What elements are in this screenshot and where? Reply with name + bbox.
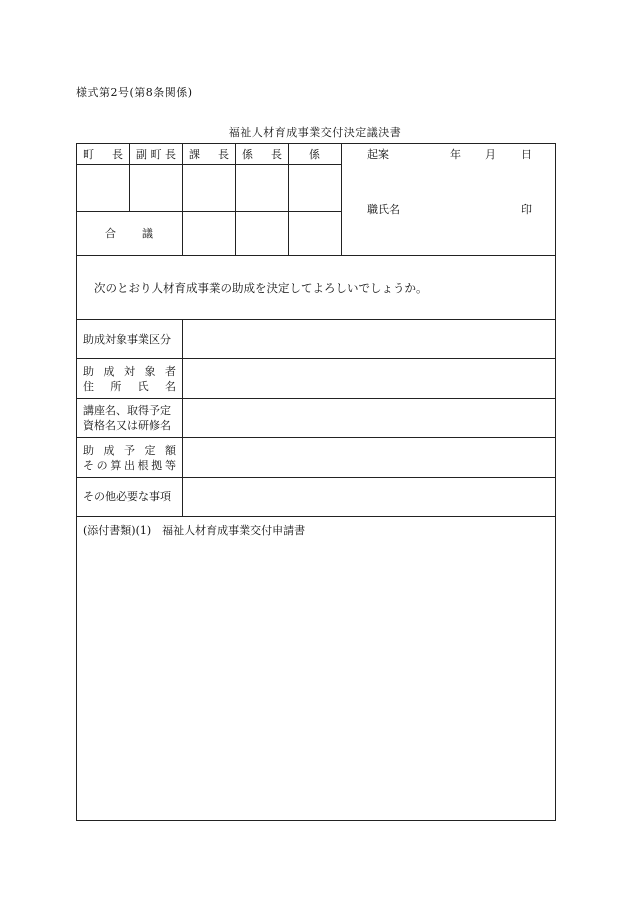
column-divider	[129, 144, 130, 211]
header-subsection-chief: 係 長	[242, 148, 282, 161]
seal-row-divider	[77, 211, 341, 212]
header-row-divider	[77, 164, 341, 165]
category-label: 助成対象事業区分	[83, 333, 171, 346]
approval-statement: 次のとおり人材育成事業の助成を決定してよろしいでしょうか。	[94, 281, 428, 295]
year-label: 年	[450, 148, 461, 161]
consultation-label: 合 議	[105, 227, 153, 240]
amount-label-line1: 助 成 予 定 額	[83, 444, 176, 457]
approval-section-bottom-line	[77, 255, 555, 256]
recipient-label-line2: 住 所 氏 名	[83, 380, 176, 393]
column-divider	[182, 144, 183, 255]
header-deputy-mayor: 副 町 長	[136, 148, 176, 161]
statement-bottom-line	[77, 319, 555, 320]
column-divider	[235, 144, 236, 255]
amount-label-line2: そ の 算 出 根 拠 等	[83, 459, 176, 472]
row-divider	[77, 477, 555, 478]
course-label-line1: 講座名、取得予定	[83, 404, 171, 417]
course-label-line2: 資格名又は研修名	[83, 419, 171, 432]
header-section-chief: 課 長	[189, 148, 229, 161]
day-label: 日	[521, 148, 532, 161]
form-number: 様式第2号(第8条関係)	[76, 86, 193, 99]
row-divider	[77, 358, 555, 359]
header-town-mayor: 町 長	[83, 148, 123, 161]
recipient-label-line1: 助 成 対 象 者	[83, 365, 176, 378]
column-divider	[341, 144, 342, 255]
seal-label: 印	[521, 203, 532, 216]
row-divider	[77, 516, 555, 517]
position-name-label: 職氏名	[367, 203, 400, 216]
row-divider	[77, 398, 555, 399]
month-label: 月	[485, 148, 496, 161]
attachments-text: (添付書類)(1) 福祉人材育成事業交付申請書	[83, 524, 306, 537]
other-items-label: その他必要な事項	[83, 490, 171, 503]
drafted-label: 起案	[367, 148, 389, 161]
resolution-form-table	[76, 143, 556, 821]
row-divider	[77, 437, 555, 438]
document-title: 福祉人材育成事業交付決定議決書	[228, 126, 402, 139]
header-staff: 係	[309, 148, 320, 161]
label-column-divider	[182, 319, 183, 516]
